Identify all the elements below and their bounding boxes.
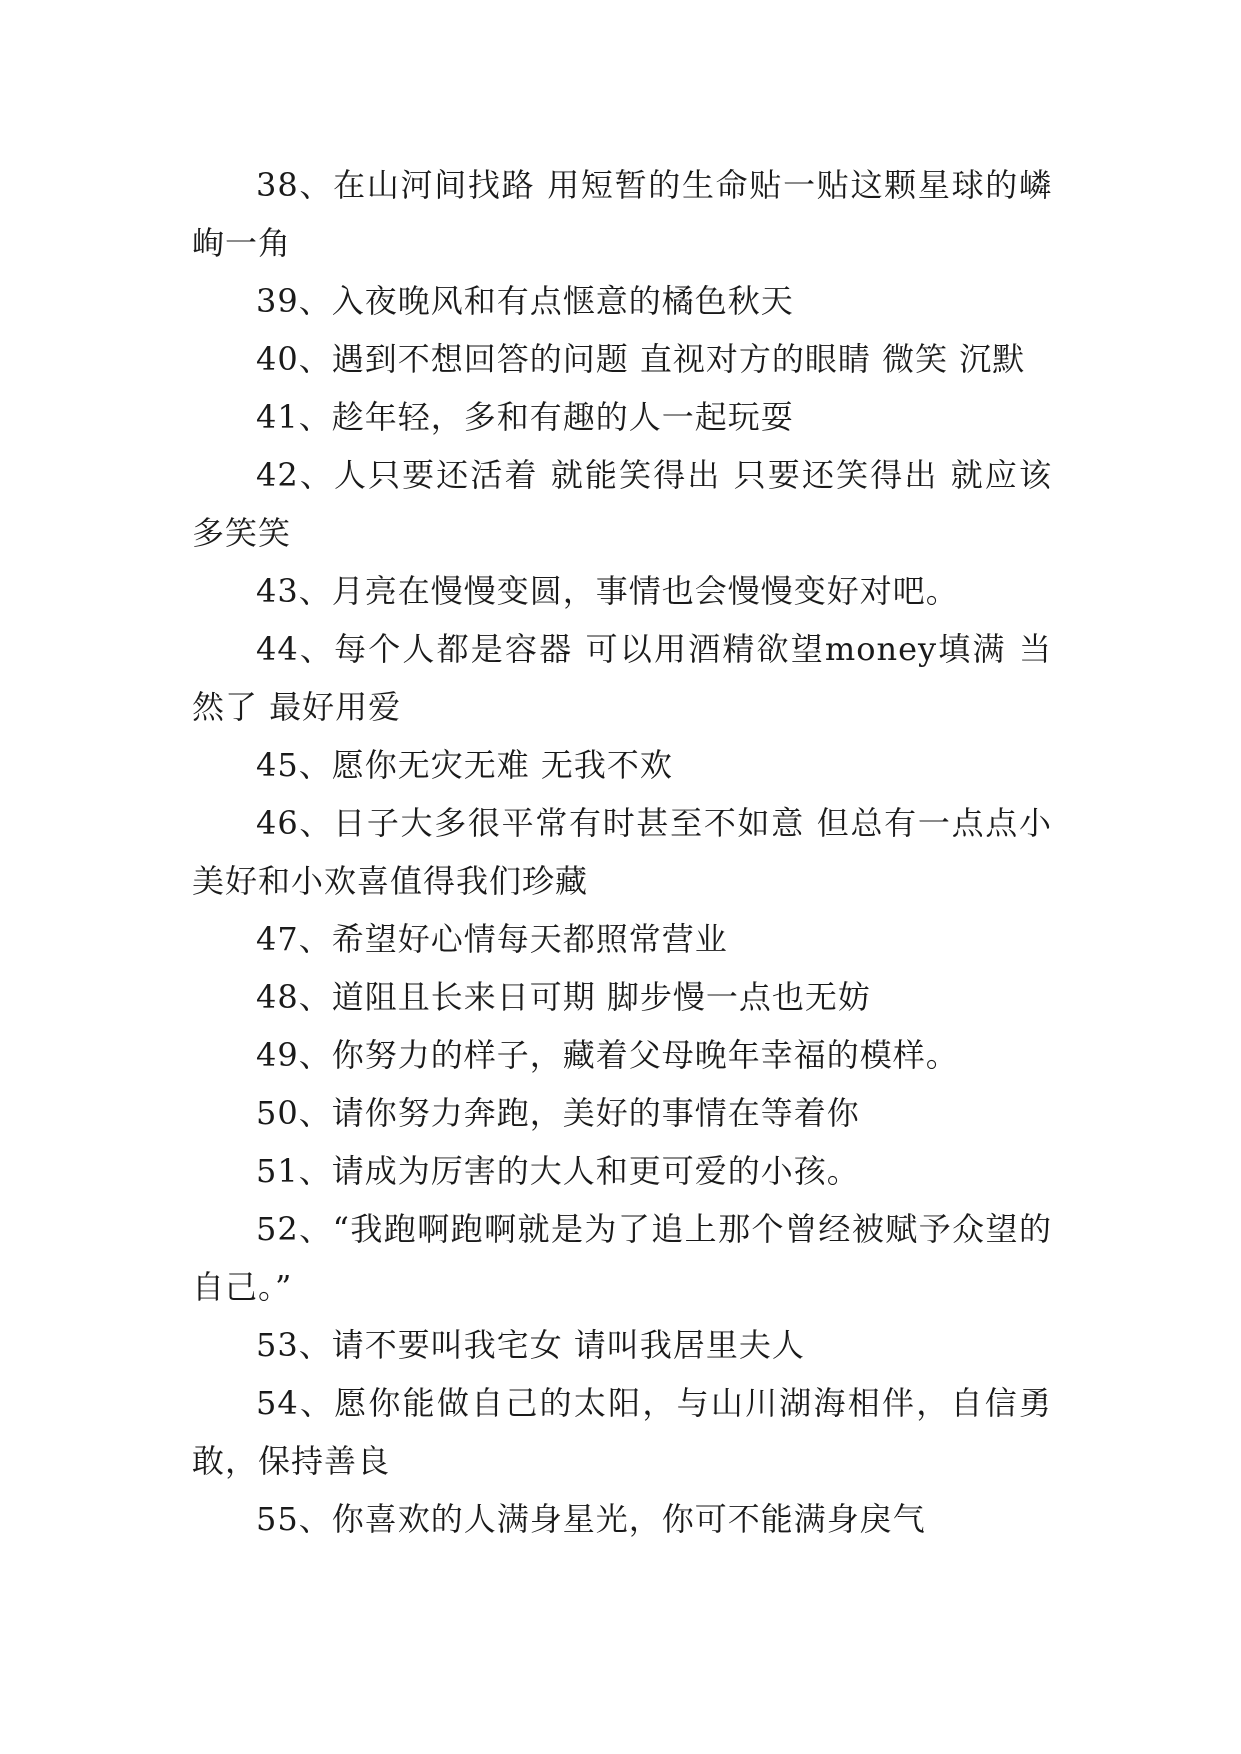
paragraph-38: 38、在山河间找路 用短暂的生命贴一贴这颗星球的嶙峋一角 [192,166,1052,262]
paragraph-46: 46、日子大多很平常有时甚至不如意 但总有一点点小美好和小欢喜值得我们珍藏 [192,804,1052,900]
paragraph-42: 42、人只要还活着 就能笑得出 只要还笑得出 就应该多笑笑 [192,456,1052,552]
document-body [192,156,1052,1548]
paragraph-51: 51、请成为厉害的大人和更可爱的小孩。 [256,1152,860,1190]
paragraph-41: 41、趁年轻，多和有趣的人一起玩耍 [256,398,794,436]
paragraph-39: 39、入夜晚风和有点惬意的橘色秋天 [256,282,794,320]
paragraph-47: 47、希望好心情每天都照常营业 [256,920,728,958]
paragraph-53: 53、请不要叫我宅女 请叫我居里夫人 [256,1326,805,1364]
paragraph-48: 48、道阻且长来日可期 脚步慢一点也无妨 [256,978,871,1016]
paragraph-45: 45、愿你无灾无难 无我不欢 [256,746,673,784]
paragraph-52: 52、“我跑啊跑啊就是为了追上那个曾经被赋予众望的自己。” [192,1210,1052,1306]
paragraph-44: 44、每个人都是容器 可以用酒精欲望money填满 当然了 最好用爱 [192,630,1052,726]
paragraph-50: 50、请你努力奔跑，美好的事情在等着你 [256,1094,860,1132]
paragraph-43: 43、月亮在慢慢变圆，事情也会慢慢变好对吧。 [256,572,959,610]
paragraph-49: 49、你努力的样子，藏着父母晚年幸福的模样。 [256,1036,959,1074]
paragraph-55: 55、你喜欢的人满身星光，你可不能满身戾气 [256,1500,926,1538]
paragraph-54: 54、愿你能做自己的太阳，与山川湖海相伴，自信勇敢，保持善良 [192,1384,1052,1480]
paragraph-40: 40、遇到不想回答的问题 直视对方的眼睛 微笑 沉默 [256,340,1026,378]
